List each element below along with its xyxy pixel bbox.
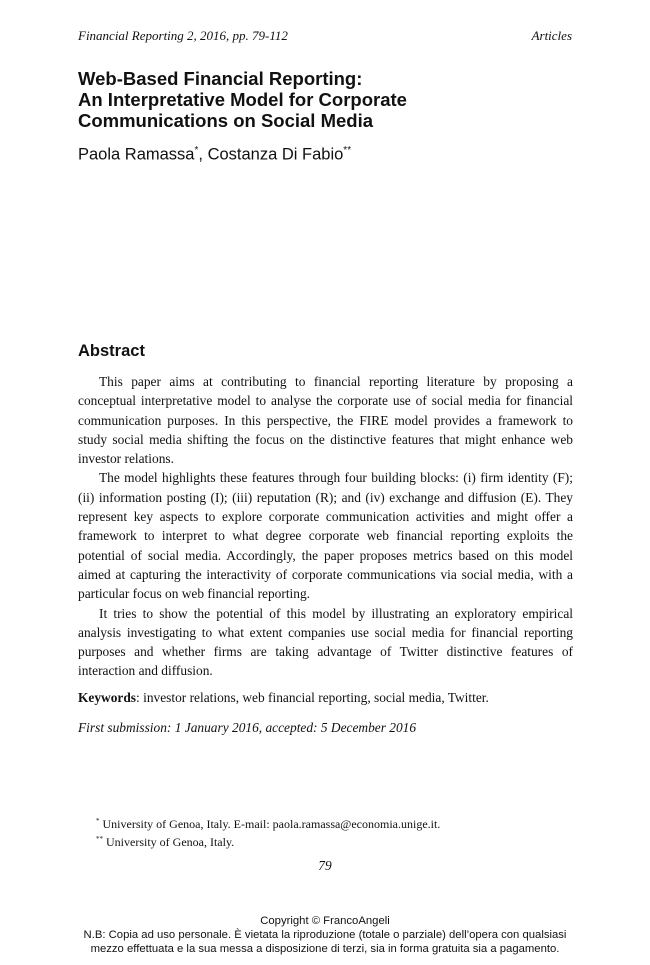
- footnote-mark: **: [343, 145, 352, 156]
- abstract-paragraph: This paper aims at contributing to financial reporting literature by proposing a conceptual interpretative model to analyse the corporate use of social media for financial communication purposes. In this perspective, the FIRE model provides a framework to study social media shifting the focus on the distinctive features that might enhance web investor relations.: [78, 374, 573, 467]
- running-header-journal: Financial Reporting 2, 2016, pp. 79-112: [78, 28, 288, 43]
- keywords-label: Keywords: [78, 690, 137, 705]
- title-line-3: Communications on Social Media: [78, 110, 374, 131]
- footnote-mark: *: [96, 817, 100, 825]
- abstract-body: [78, 372, 573, 681]
- keywords: [78, 690, 573, 706]
- copyright-line: Copyright © FrancoAngeli: [260, 915, 390, 927]
- copyright-line: N.B: Copia ad uso personale. È vietata la riproduzione (totale o parziale) dell’opera con qualsiasi: [83, 929, 567, 941]
- footnote-mark: *: [194, 145, 199, 156]
- author-name: Costanza Di Fabio: [207, 145, 344, 164]
- running-header-section: Articles: [531, 28, 572, 43]
- keywords-text: : investor relations, web financial reporting, social media, Twitter.: [136, 690, 489, 705]
- article-title: [78, 68, 578, 131]
- copyright-line: mezzo effettuata e la sua messa a disposizione di terzi, sia in forma gratuita sia a pagamento.: [90, 943, 560, 955]
- footnote-mark: **: [96, 835, 103, 843]
- footnote-text: University of Genoa, Italy.: [103, 835, 235, 849]
- footnotes: [96, 814, 440, 850]
- abstract-paragraph: The model highlights these features through four building blocks: (i) firm identity (F); (ii) information posting (I); (iii) reputation (R); and (iv) exchange and diffusion (E). They represent key aspects to explore corporate communication activities and might offer a framework to interpret to what degree corporate web financial reporting exploits the potential of social media. Accordingly, the paper proposes metrics based on this model aimed at capturing the interactivity of corporate communications via social media, with a particular focus on web financial reporting.: [78, 470, 573, 602]
- author-separator: ,: [198, 145, 208, 164]
- author-list: [78, 145, 351, 165]
- author-name: Paola Ramassa: [78, 145, 195, 164]
- submission-dates: First submission: 1 January 2016, accepted: 5 December 2016: [78, 720, 417, 735]
- title-line-2: An Interpretative Model for Corporate: [78, 89, 407, 110]
- page-number: 79: [318, 858, 332, 873]
- footnote: [96, 832, 440, 850]
- title-line-1: Web-Based Financial Reporting:: [78, 68, 363, 89]
- abstract-heading: Abstract: [78, 342, 145, 360]
- footnote-text: University of Genoa, Italy. E-mail: paola.ramassa@economia.unige.it.: [99, 817, 441, 831]
- abstract-paragraph: It tries to show the potential of this model by illustrating an exploratory empirical analysis investigating to what extent companies use social media for financial reporting purposes and whether firms are taking advantage of Twitter distinctive features of interaction and diffusion.: [78, 605, 573, 679]
- footnote: [96, 814, 440, 832]
- copyright-notice: [0, 914, 650, 956]
